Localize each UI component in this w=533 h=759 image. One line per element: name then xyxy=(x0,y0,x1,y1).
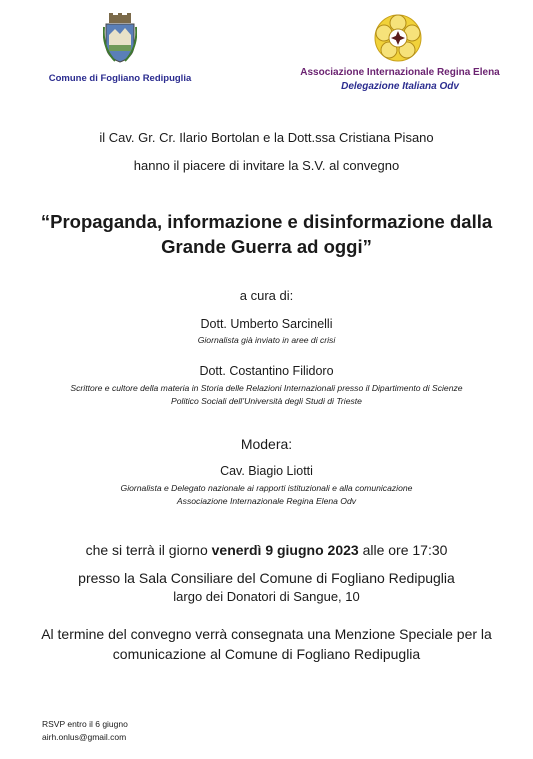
moderator-description-line-2: Associazione Internazionale Regina Elena Odv xyxy=(176,496,357,506)
event-address: largo dei Donatori di Sangue, 10 xyxy=(173,589,360,604)
speaker-1-description: Giornalista già inviato in aree di crisi xyxy=(197,335,336,345)
rsvp-email: airh.onlus@gmail.com xyxy=(42,732,127,742)
title-line-1: “Propaganda, informazione e disinformazione dalla xyxy=(40,211,493,232)
moderator-description-line-1: Giornalista e Delegato nazionale ai rapporti istituzionali e alla comunicazione xyxy=(120,483,413,493)
invite-hosts: il Cav. Gr. Cr. Ilario Bortolan e la Dott.ssa Cristiana Pisano xyxy=(99,130,434,145)
comune-label: Comune di Fogliano Redipuglia xyxy=(48,73,192,84)
moderator-label: Modera: xyxy=(240,436,293,452)
event-venue: presso la Sala Consiliare del Comune di Fogliano Redipuglia xyxy=(78,570,455,586)
speaker-2-description-line-2: Politico Sociali dell’Università degli Studi di Trieste xyxy=(171,396,362,406)
event-date-prefix: che si terrà il giorno xyxy=(85,542,212,558)
closing-line-1: Al termine del convegno verrà consegnata una Menzione Speciale per la xyxy=(41,626,492,642)
closing-line-2: comunicazione al Comune di Fogliano Redipuglia xyxy=(112,646,421,662)
association-delegation: Delegazione Italiana Odv xyxy=(341,81,459,92)
municipal-crest-icon xyxy=(103,13,137,63)
speaker-2-name: Dott. Costantino Filidoro xyxy=(199,364,334,378)
event-date xyxy=(0,541,533,560)
title-line-2: Grande Guerra ad oggi” xyxy=(161,236,372,257)
invite-text: hanno il piacere di invitare la S.V. al convegno xyxy=(133,158,400,173)
speaker-1-name: Dott. Umberto Sarcinelli xyxy=(200,317,333,331)
conference-title xyxy=(0,209,533,259)
association-name: Associazione Internazionale Regina Elena xyxy=(300,67,500,78)
speaker-2-description-line-1: Scrittore e cultore della materia in Storia delle Relazioni Internazionali presso il Dipartimento di Scienze xyxy=(70,383,463,393)
event-date-time: alle ore 17:30 xyxy=(358,542,448,558)
moderator-name: Cav. Biagio Liotti xyxy=(220,464,313,478)
rose-emblem-icon xyxy=(372,12,424,64)
event-date-day: venerdì 9 giugno 2023 xyxy=(211,542,359,558)
rsvp-deadline: RSVP entro il 6 giugno xyxy=(42,719,128,729)
curated-by-label: a cura di: xyxy=(239,288,294,303)
